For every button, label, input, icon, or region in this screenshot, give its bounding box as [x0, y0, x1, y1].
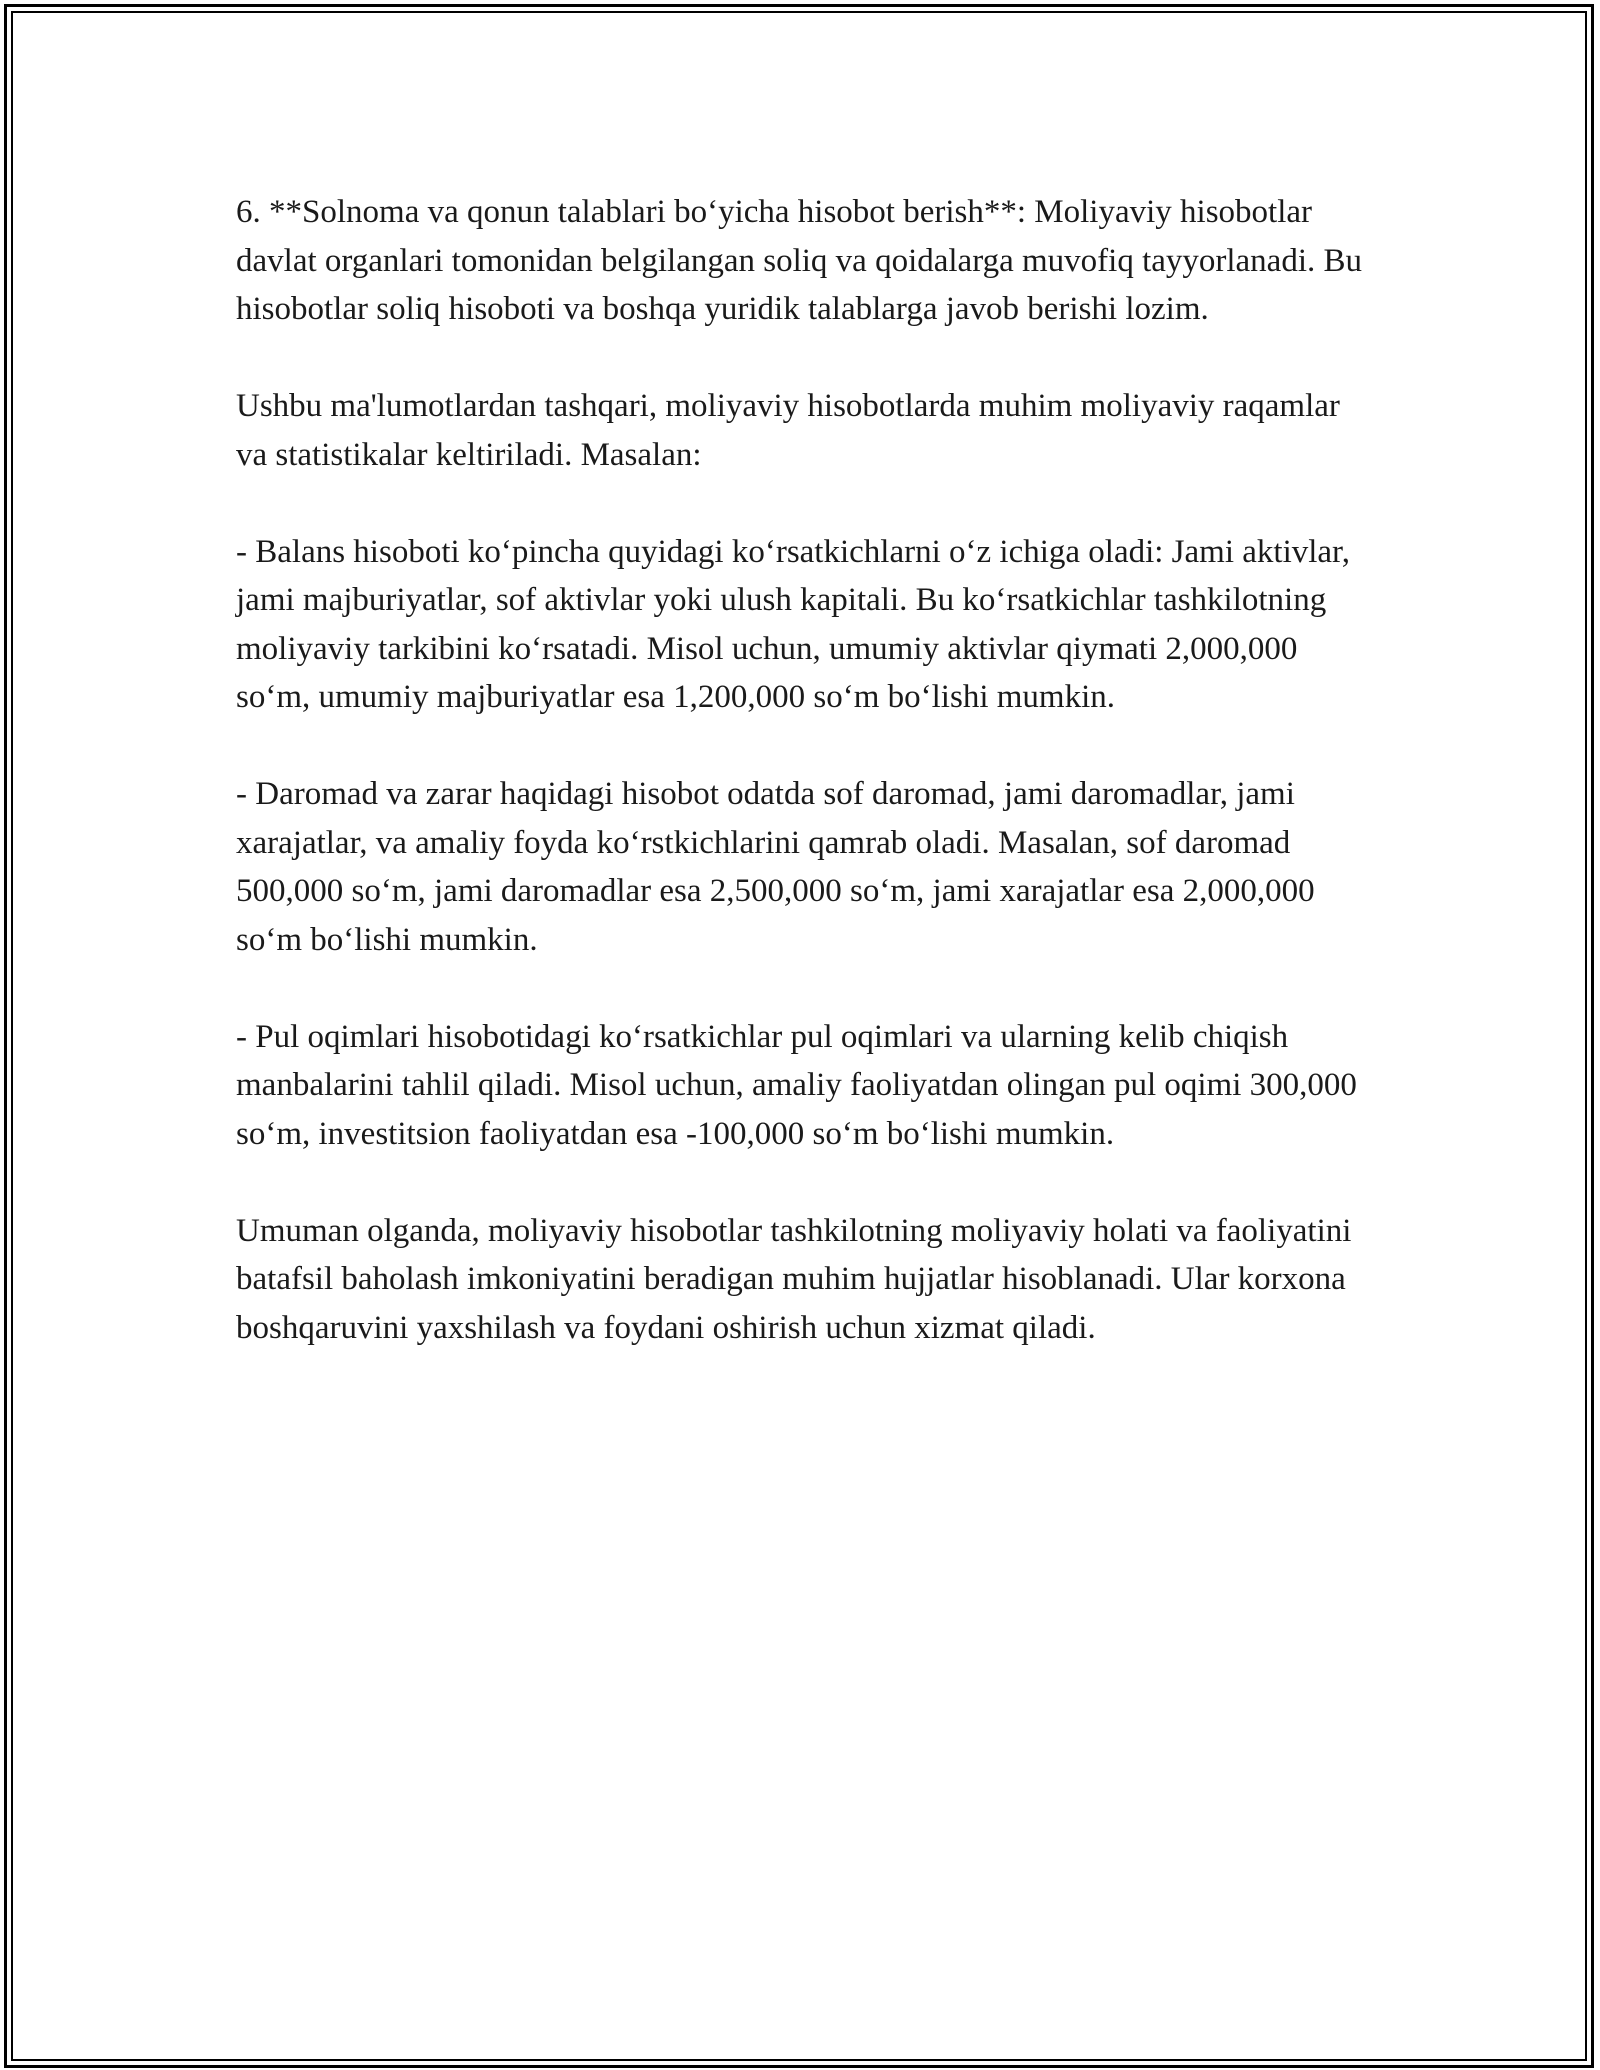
paragraph-balance-sheet: - Balans hisoboti ko‘pincha quyidagi ko‘rsatkichlarni o‘z ichiga oladi: Jami aktivlar, jami majburiyatlar, sof aktivlar yoki ulush kapitali. Bu ko‘rsatkichlar tashkilotning moliyaviy tarkibini ko‘rsatadi. Misol uchun, umumiy aktivlar qiymati 2,000,000 so‘m, umumiy majburiyatlar esa 1,200,000 so‘m bo‘lishi mumkin.	[236, 533, 1350, 715]
paragraph-income-statement: - Daromad va zarar haqidagi hisobot odatda sof daromad, jami daromadlar, jami xarajatlar, va amaliy foyda ko‘rstkichlarini qamrab oladi. Masalan, sof daromad 500,000 so‘m, jami daromadlar esa 2,500,000 so‘m, jami xarajatlar esa 2,000,000 so‘m bo‘lishi mumkin.	[236, 776, 1315, 958]
paragraph-conclusion: Umuman olganda, moliyaviy hisobotlar tashkilotning moliyaviy holati va faoliyatini batafsil baholash imkoniyatini beradigan muhim hujjatlar hisoblanadi. Ular korxona boshqaruvini yaxshilash va foydani oshirish uchun xizmat qiladi.	[236, 1212, 1352, 1346]
paragraph-cash-flow: - Pul oqimlari hisobotidagi ko‘rsatkichlar pul oqimlari va ularning kelib chiqish manbalarini tahlil qiladi. Misol uchun, amaliy faoliyatdan olingan pul oqimi 300,000 so‘m, investitsion faoliyatdan esa -100,000 so‘m bo‘lishi mumkin.	[236, 1018, 1357, 1152]
document-body	[236, 188, 1366, 1401]
paragraph-reporting-requirements: 6. **Solnoma va qonun talablari bo‘yicha hisobot berish**: Moliyaviy hisobotlar davlat organlari tomonidan belgilangan soliq va qoidalarga muvofiq tayyorlanadi. Bu hisobotlar soliq hisoboti va boshqa yuridik talablarga javob berishi lozim.	[236, 194, 1363, 327]
paragraph-financial-figures-intro: Ushbu ma'lumotlardan tashqari, moliyaviy hisobotlarda muhim moliyaviy raqamlar va statistikalar keltiriladi. Masalan:	[236, 388, 1340, 473]
